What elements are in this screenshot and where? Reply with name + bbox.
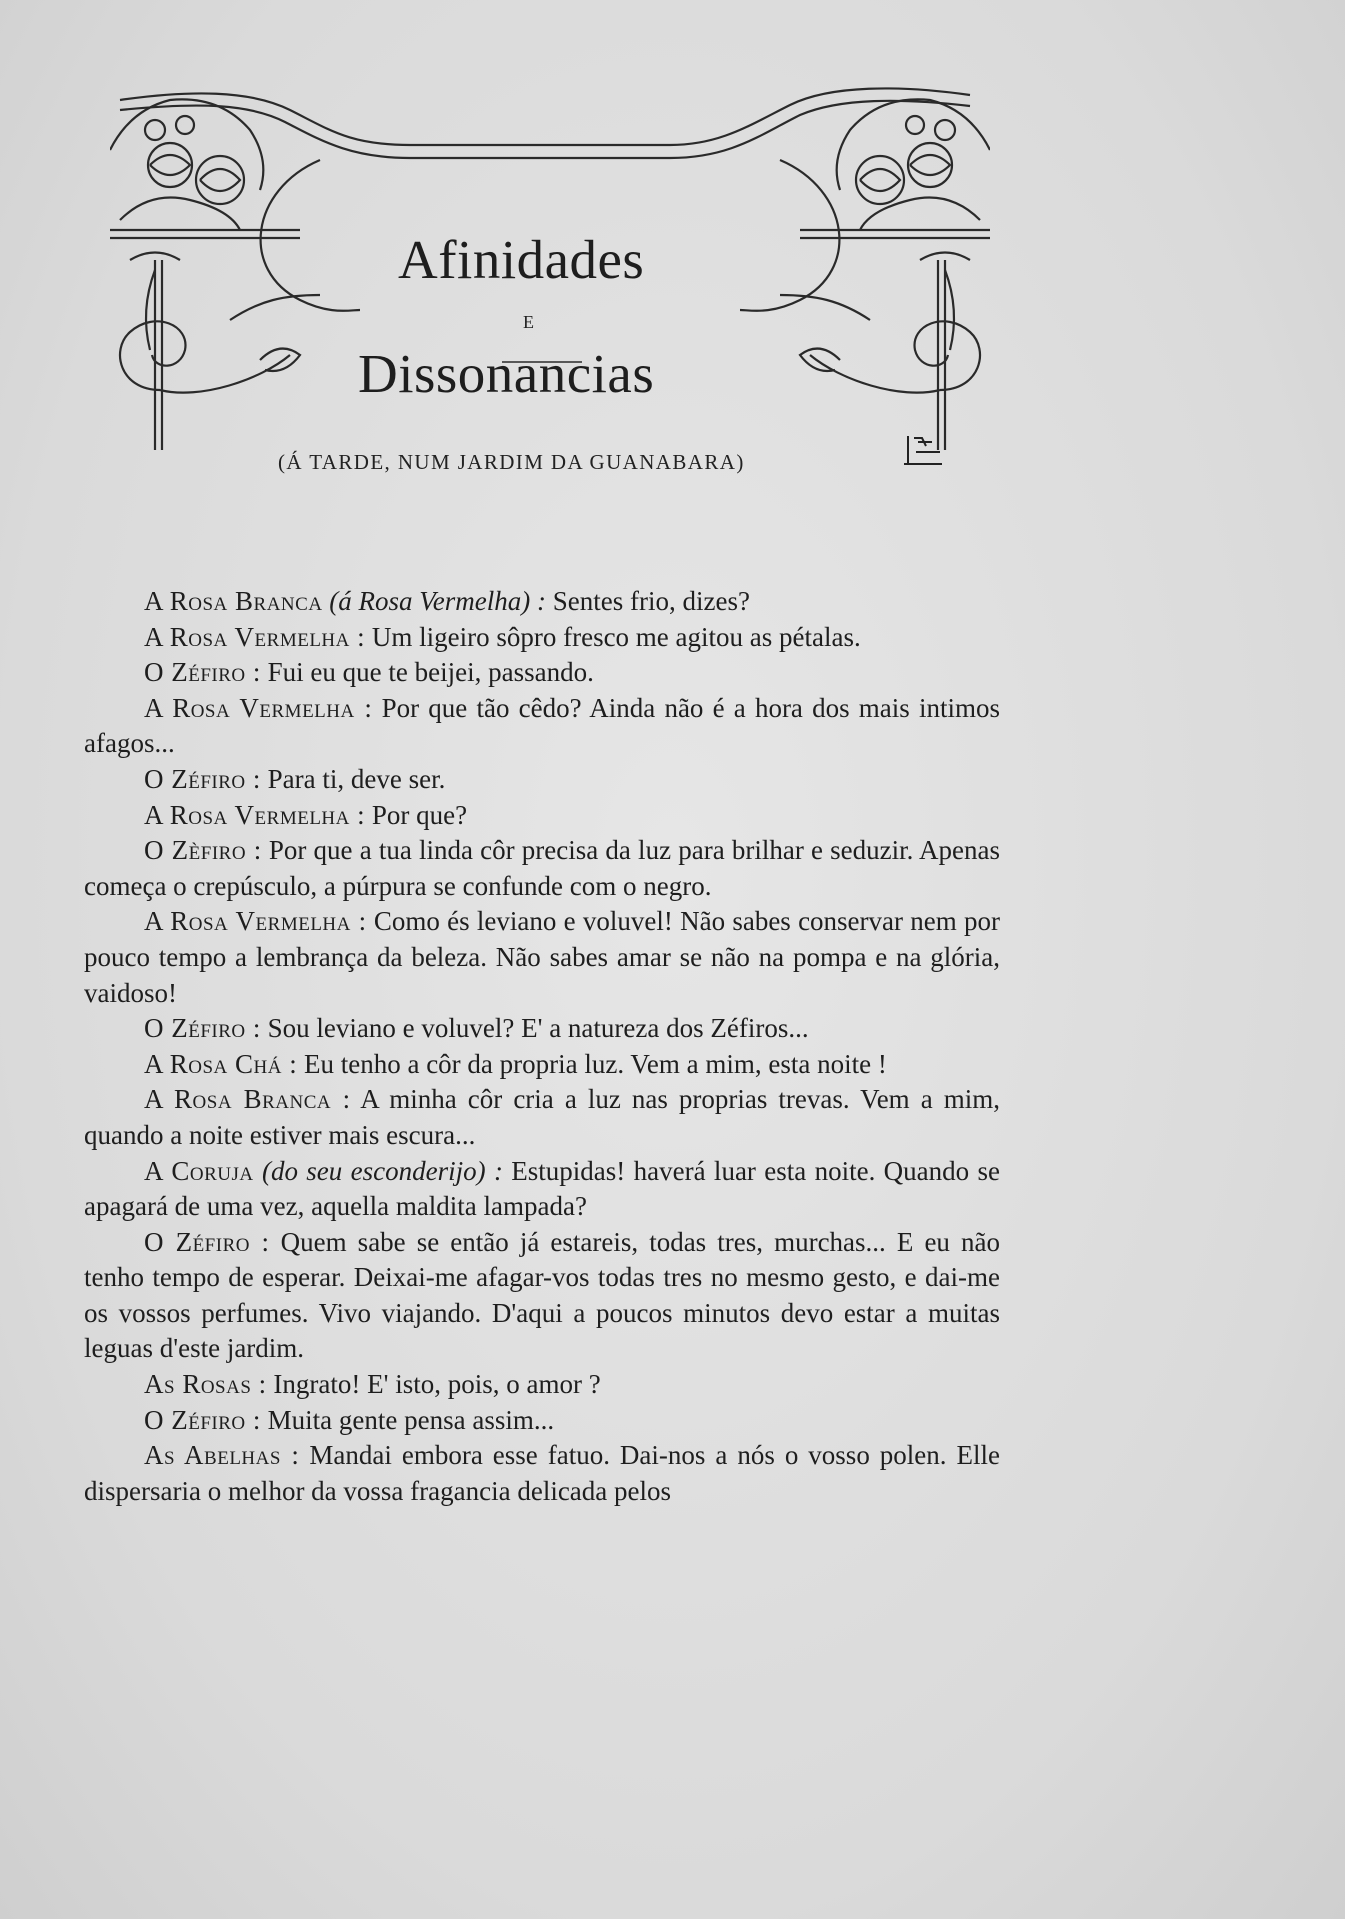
dialogue-paragraph [84, 1047, 1000, 1083]
speaker-name: A Rosa Branca [144, 586, 323, 616]
dialogue-paragraph [84, 798, 1000, 834]
speaker-name: A Rosa Vermelha : [144, 799, 366, 830]
speaker-name: O Zéfiro : [144, 1404, 261, 1435]
speech: Por que a tua linda côr precisa da luz para brilhar e seduzir. Apenas começa o crepúsculo, a púrpura se confunde com o negro. [84, 835, 1000, 901]
dialogue-paragraph [84, 833, 1000, 904]
speaker-name: A Rosa Branca : [144, 1084, 351, 1115]
speaker-name: O Zèfiro : [144, 835, 262, 866]
dialogue-paragraph [84, 584, 1000, 620]
stage-direction: (do seu esconderijo) : [253, 1155, 503, 1186]
dialogue-paragraph [84, 762, 1000, 798]
dialogue-body [84, 584, 1000, 1509]
speaker-name: A Rosa Vermelha : [144, 621, 366, 652]
speaker-name: A Coruja [144, 1155, 254, 1186]
speaker-name: O Zéfiro : [144, 1226, 270, 1257]
speech: Estupidas! haverá luar esta noite. Quando se apagará de uma vez, aquella maldita lampada? [84, 1155, 1001, 1222]
speaker-name: A Rosa Vermelha : [144, 906, 367, 937]
speaker-name: A Rosa Vermelha : [144, 692, 373, 723]
speech: Eu tenho a côr da propria luz. Vem a mim, esta noite ! [297, 1048, 887, 1079]
speech: Ingrato! E' isto, pois, o amor ? [266, 1369, 601, 1400]
dialogue-paragraph [84, 1403, 1000, 1439]
speaker-name: As Rosas : [144, 1369, 267, 1400]
speech: Fui eu que te beijei, passando. [260, 657, 594, 688]
dialogue-paragraph [84, 620, 1000, 656]
speech: Por que? [365, 799, 468, 830]
speaker-name: As Abelhas : [144, 1440, 300, 1471]
dialogue-paragraph [84, 1154, 1000, 1225]
dialogue-paragraph [84, 691, 1000, 762]
speech: Quem sabe se então já estareis, todas tres, murchas... E eu não tenho tempo de esperar. Deixai-me afagar-vos todas tres no mesmo gesto, e dai-me os vossos perfumes. Vivo viajando. D'aqui a poucos minutos devo estar a muitas leguas d'este jardim. [84, 1226, 1000, 1364]
speech: Muita gente pensa assim... [260, 1404, 555, 1435]
speech: Mandai embora esse fatuo. Dai-nos a nós o vosso polen. Elle dispersaria o melhor da vossa fragancia delicada pelos [84, 1440, 1000, 1506]
speech: Sou leviano e voluvel? E' a natureza dos Zéfiros... [260, 1013, 809, 1044]
dialogue-paragraph [84, 1438, 1000, 1509]
stage-direction: (á Rosa Vermelha) : [329, 586, 546, 616]
dialogue-paragraph [84, 1082, 1000, 1153]
dialogue-paragraph [84, 1367, 1000, 1403]
subtitle: (Á TARDE, NUM JARDIM DA GUANABARA) [278, 450, 745, 474]
dialogue-paragraph [84, 904, 1000, 1011]
speaker-name: O Zéfiro : [144, 657, 261, 688]
ornamental-header [110, 70, 990, 490]
speech: Por que tão cêdo? Ainda não é a hora dos mais intimos afagos... [84, 692, 1000, 759]
speech: Para ti, deve ser. [260, 763, 446, 794]
dialogue-paragraph [84, 655, 1000, 691]
title-line-1: Afinidades [398, 229, 645, 290]
title-conjunction: E [523, 312, 534, 332]
speech: A minha côr cria a luz nas proprias trevas. Vem a mim, quando a noite estiver mais escura... [84, 1084, 1000, 1150]
speech: Sentes frio, dizes? [546, 586, 750, 616]
speaker-name: A Rosa Chá : [144, 1048, 298, 1079]
dialogue-paragraph [84, 1225, 1000, 1367]
dialogue-paragraph [84, 1011, 1000, 1047]
illustrator-monogram-icon [902, 432, 946, 468]
speech: Um ligeiro sôpro fresco me agitou as pétalas. [365, 621, 861, 652]
speaker-name: O Zéfiro : [144, 1013, 261, 1044]
title-line-2: Dissonancias [358, 343, 655, 404]
speech: Como és leviano e voluvel! Não sabes conservar nem por pouco tempo a lembrança da beleza. Não sabes amar se não na pompa e na glória, vaidoso! [84, 906, 1000, 1008]
speaker-name: O Zéfiro : [144, 763, 261, 794]
